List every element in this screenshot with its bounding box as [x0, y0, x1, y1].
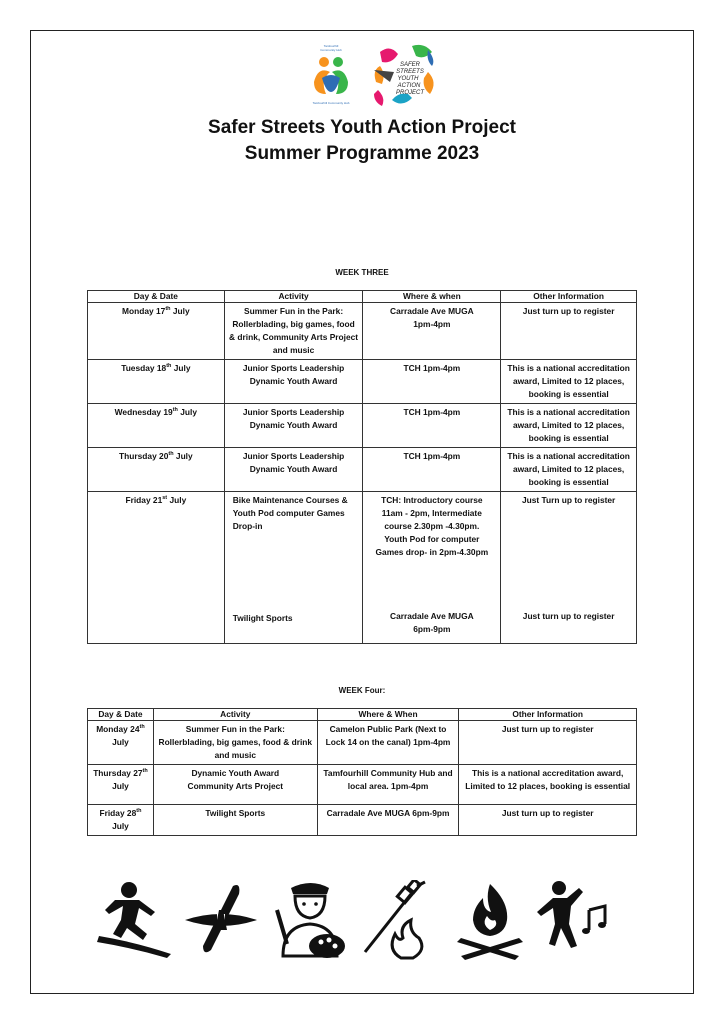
where-cell: Carradale Ave MUGA 1pm-4pm: [363, 303, 501, 360]
table-header-row: [88, 709, 637, 721]
logo-text-line: YOUTH: [397, 76, 419, 82]
activity-cell: Dynamic Youth Award Community Arts Project: [153, 765, 317, 805]
logo-text-line: PROJECT: [395, 90, 425, 96]
table-row: [88, 492, 637, 644]
marshmallow-campfire-icon: [361, 880, 441, 960]
info-text: Just turn up to register: [522, 611, 615, 621]
table-row: [88, 765, 637, 805]
activity-cell: Junior Sports Leadership Dynamic Youth Award: [224, 448, 363, 492]
svg-text:Tamfourhill Community Hub: Tamfourhill Community Hub: [312, 101, 350, 105]
activity-cell: Summer Fun in the Park: Rollerblading, big games, food & drink, Community Arts Project and music: [224, 303, 363, 360]
activity-cell: Junior Sports Leadership Dynamic Youth Award: [224, 404, 363, 448]
logo-text-line: SAFER: [399, 62, 421, 68]
logos: [300, 42, 440, 108]
day-cell: Monday 24th July: [88, 721, 154, 765]
table-row: [88, 448, 637, 492]
activity-cell: Summer Fun in the Park: Rollerblading, big games, food & drink and music: [153, 721, 317, 765]
safer-streets-logo: [372, 42, 438, 108]
info-text: Just Turn up to register: [521, 495, 616, 505]
day-cell: Wednesday 19th July: [88, 404, 225, 448]
where-cell: TCH 1pm-4pm: [363, 404, 501, 448]
day-cell: Monday 17th July: [88, 303, 225, 360]
activity-text: Twilight Sports: [232, 613, 293, 623]
info-cell: Just turn up to register: [501, 303, 637, 360]
svg-text:Tamfourhill: Tamfourhill: [323, 44, 339, 48]
community-logo: [300, 42, 362, 108]
where-cell: TCH 1pm-4pm: [363, 448, 501, 492]
column-header: Activity: [153, 709, 317, 721]
column-header: Activity: [224, 291, 363, 303]
day-cell: Friday 21st July: [88, 492, 225, 644]
table-row: [88, 360, 637, 404]
where-text: Carradale Ave MUGA 6pm-9pm: [390, 611, 474, 634]
table-row: [88, 303, 637, 360]
artist-icon: [273, 880, 349, 960]
day-cell: Tuesday 18th July: [88, 360, 225, 404]
page-title: Safer Streets Youth Action Project: [208, 117, 516, 138]
kayak-paddle-icon: [181, 880, 261, 960]
table-row: [88, 805, 637, 836]
day-cell: Thursday 20th July: [88, 448, 225, 492]
logo-text-line: STREETS: [396, 69, 424, 75]
where-cell: Carradale Ave MUGA 6pm-9pm: [317, 805, 459, 836]
table-row: [88, 404, 637, 448]
info-cell: Just turn up to register: [459, 805, 637, 836]
where-text: TCH: Introductory course 11am - 2pm, Intermediate course 2.30pm -4.30pm. Youth Pod for computer Games drop- in 2pm-4.30pm: [375, 495, 489, 557]
info-cell: This is a national accreditation award, Limited to 12 places, booking is essential: [459, 765, 637, 805]
where-cell: Camelon Public Park (Next to Lock 14 on the canal) 1pm-4pm: [317, 721, 459, 765]
info-cell: Just turn up to register: [459, 721, 637, 765]
column-header: Where & When: [317, 709, 459, 721]
info-cell: This is a national accreditation award, Limited to 12 places, booking is essential: [501, 404, 637, 448]
svg-text:Community Hub: Community Hub: [320, 48, 342, 52]
activity-cell: Twilight Sports: [153, 805, 317, 836]
table-header-row: [88, 291, 637, 303]
week-three-heading: WEEK THREE: [335, 268, 389, 277]
activity-cell: Junior Sports Leadership Dynamic Youth Award: [224, 360, 363, 404]
activity-icons: [95, 880, 615, 960]
column-header: Other Information: [459, 709, 637, 721]
day-cell: Friday 28th July: [88, 805, 154, 836]
info-cell: This is a national accreditation award, Limited to 12 places, booking is essential: [501, 448, 637, 492]
logo-text-line: ACTION: [397, 83, 421, 89]
column-header: Day & Date: [88, 709, 154, 721]
column-header: Day & Date: [88, 291, 225, 303]
info-cell: [501, 492, 637, 644]
campfire-icon: [455, 880, 525, 960]
where-cell: [363, 492, 501, 644]
dancer-music-icon: [535, 880, 615, 960]
activity-text: Bike Maintenance Courses & Youth Pod computer Games Drop-in: [232, 495, 348, 531]
week-four-heading: WEEK Four:: [338, 686, 386, 695]
where-cell: Tamfourhill Community Hub and local area. 1pm-4pm: [317, 765, 459, 805]
table-row: [88, 721, 637, 765]
where-cell: TCH 1pm-4pm: [363, 360, 501, 404]
day-cell: Thursday 27th July: [88, 765, 154, 805]
surfer-icon: [95, 880, 177, 960]
info-cell: This is a national accreditation award, Limited to 12 places, booking is essential: [501, 360, 637, 404]
column-header: Where & when: [363, 291, 501, 303]
week-four-table: [87, 708, 637, 836]
activity-cell: [224, 492, 363, 644]
page-subtitle: Summer Programme 2023: [244, 143, 480, 164]
column-header: Other Information: [501, 291, 637, 303]
week-three-table: [87, 290, 637, 644]
